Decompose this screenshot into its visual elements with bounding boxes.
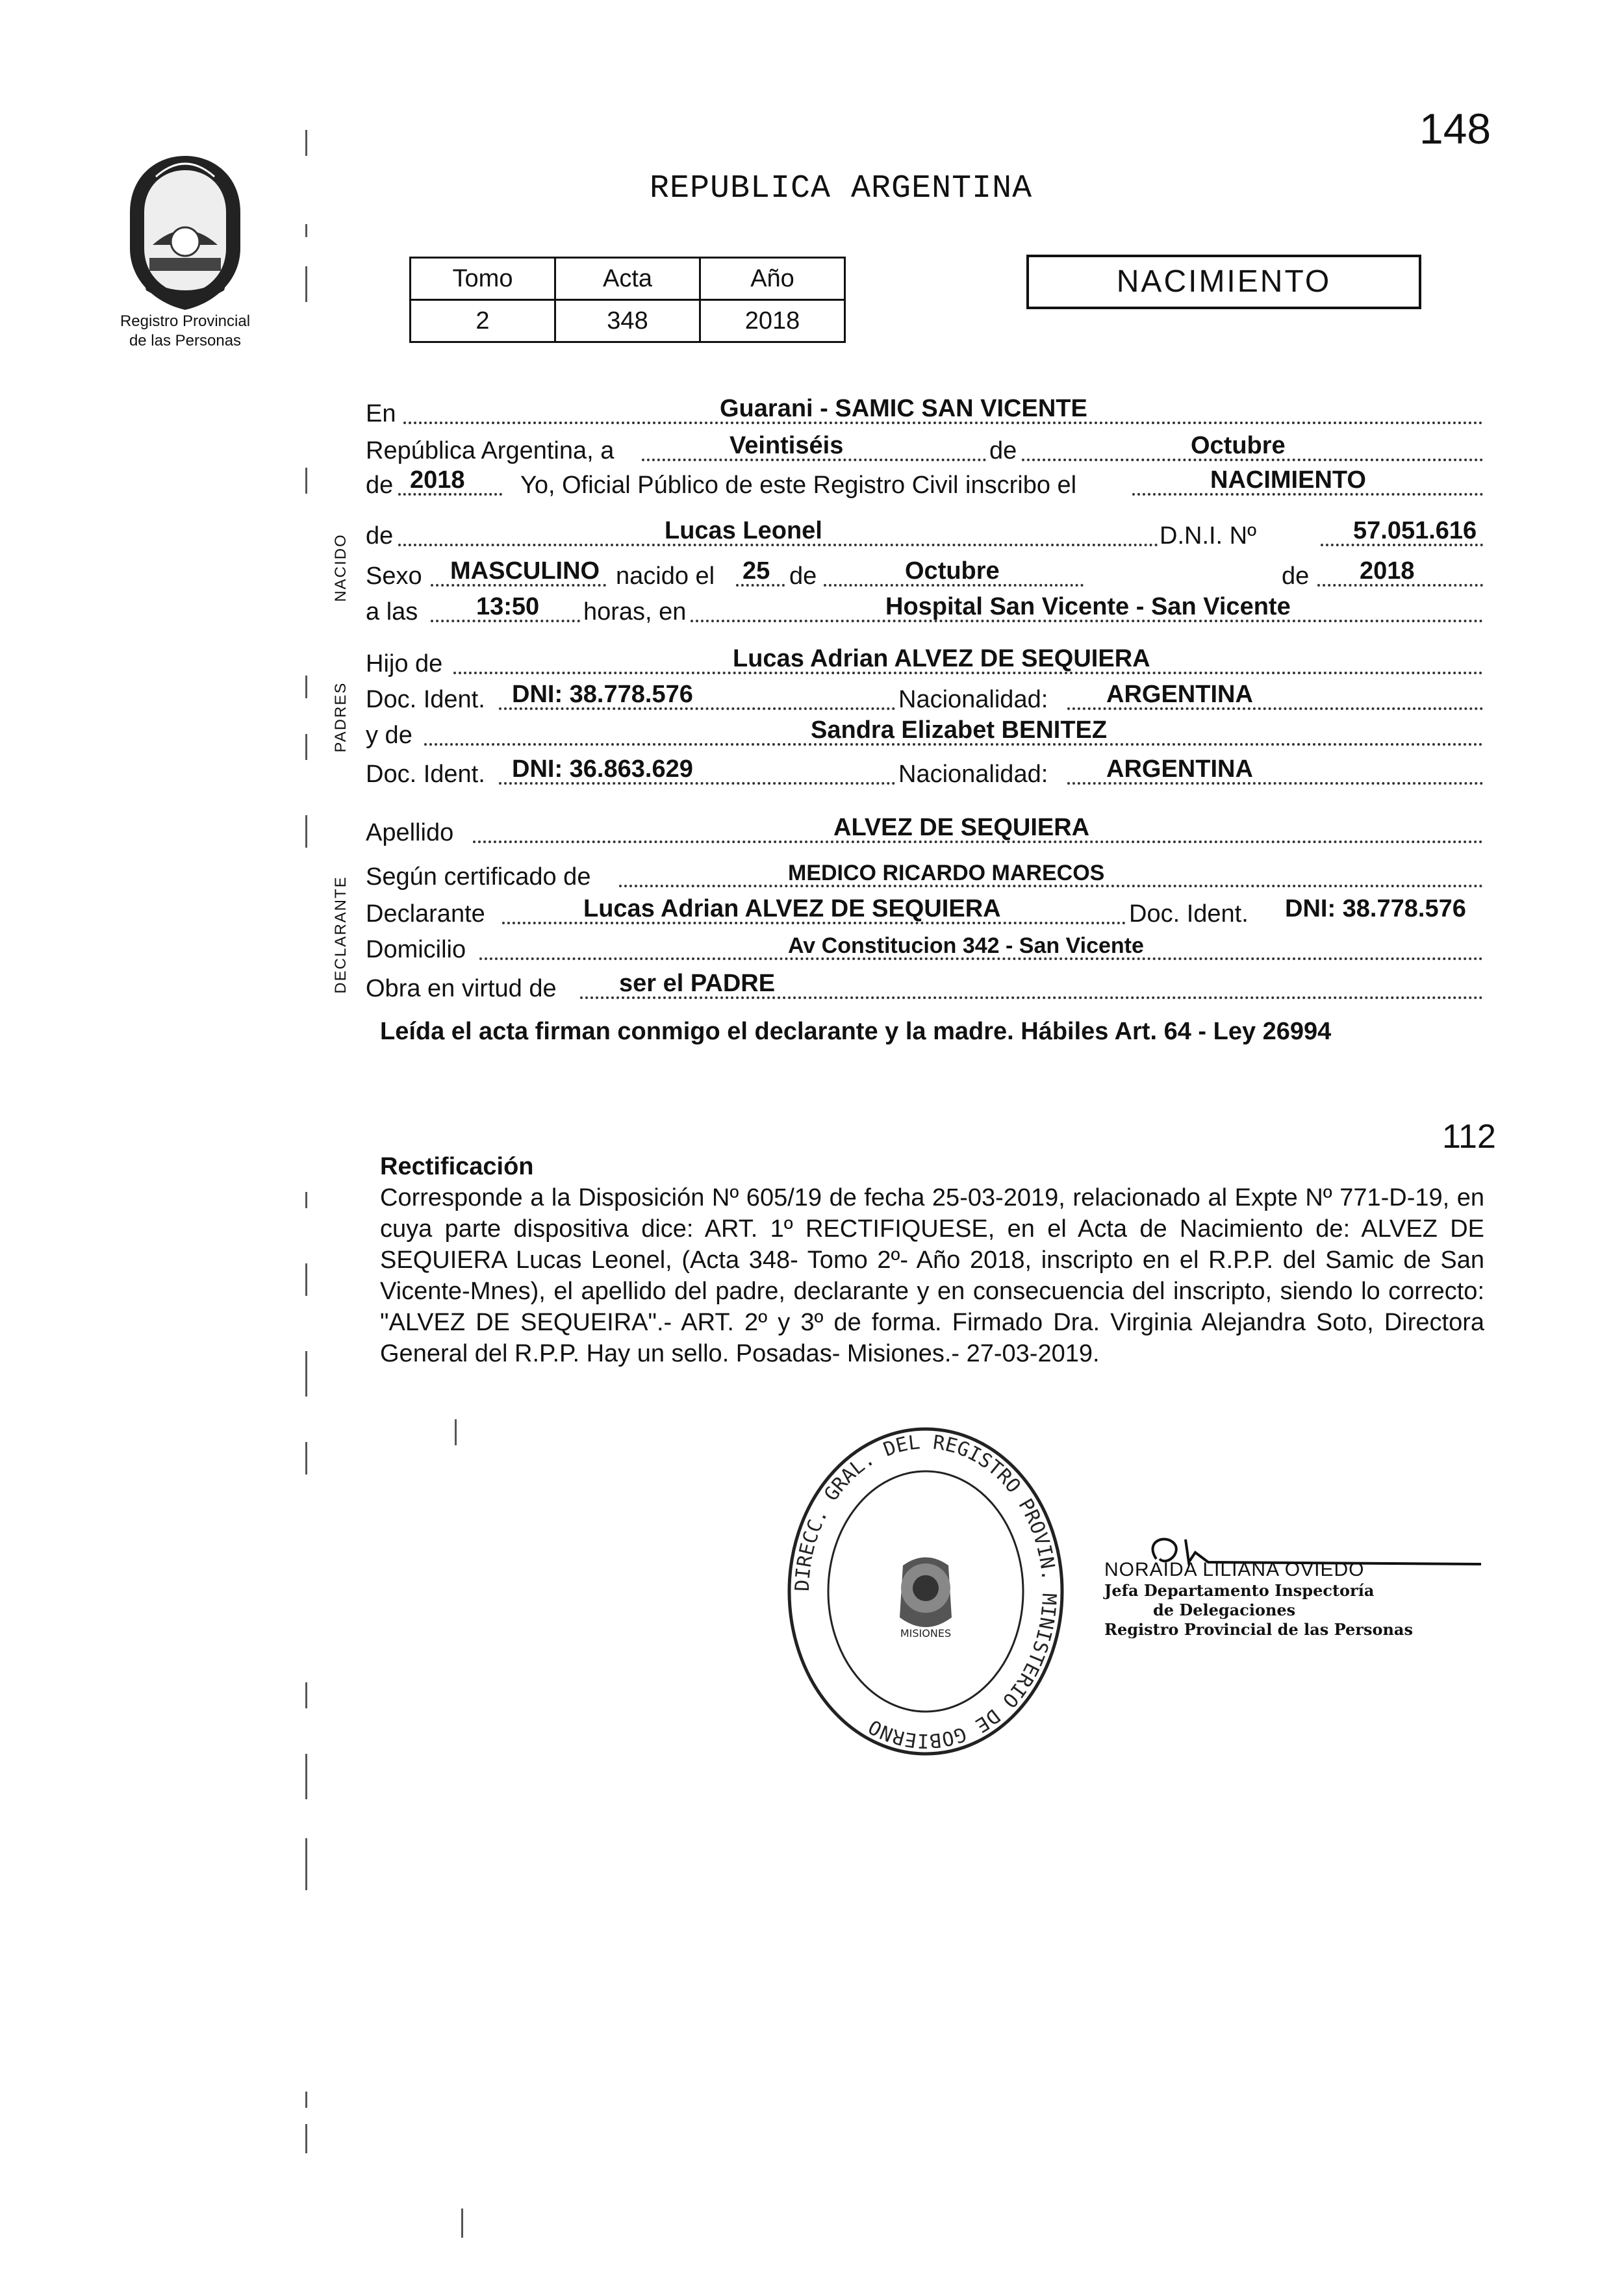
row-padre xyxy=(366,643,1484,682)
row-madre-doc xyxy=(366,753,1484,792)
row-nombre xyxy=(366,515,1484,554)
padre-value: Lucas Adrian ALVEZ DE SEQUIERA xyxy=(733,645,1150,672)
margin-mark xyxy=(461,2208,463,2238)
closing-note: Leída el acta firman conmigo el declarante y la madre. Hábiles Art. 64 - Ley 26994 xyxy=(380,1018,1332,1045)
row-certificado xyxy=(366,856,1484,895)
margin-mark xyxy=(305,1442,307,1474)
tomo-label: Tomo xyxy=(411,258,555,300)
padre-nacionalidad-label: Nacionalidad: xyxy=(898,686,1048,713)
row-en xyxy=(366,393,1484,432)
apellido-label: Apellido xyxy=(366,819,454,846)
declarante-label: Declarante xyxy=(366,900,485,928)
registry-name-line2: de las Personas xyxy=(129,332,242,349)
act-type-box: NACIMIENTO xyxy=(1026,255,1421,309)
republica-label: República Argentina, a xyxy=(366,437,615,464)
madre-doc: DNI: 36.863.629 xyxy=(512,755,693,783)
padre-doc-label: Doc. Ident. xyxy=(366,686,485,713)
row-obra xyxy=(366,968,1484,1007)
registry-caption xyxy=(84,312,286,351)
nacido-el-label: nacido el xyxy=(616,563,715,590)
row-sexo xyxy=(366,555,1484,594)
row-fecha xyxy=(366,430,1484,469)
anio-label: Año xyxy=(700,258,845,300)
madre-doc-label: Doc. Ident. xyxy=(366,761,485,788)
acto-value: NACIMIENTO xyxy=(1210,466,1366,494)
registry-name-line1: Registro Provincial xyxy=(120,312,251,330)
acta-label: Acta xyxy=(555,258,700,300)
rectification-number: 112 xyxy=(1442,1118,1496,1156)
nombre-value: Lucas Leonel xyxy=(665,517,822,544)
signature-block xyxy=(1104,1559,1468,1639)
page-number: 148 xyxy=(1419,105,1491,153)
margin-mark xyxy=(305,2124,307,2153)
row-oficial xyxy=(366,464,1484,503)
stamp-inner-text: MISIONES xyxy=(900,1627,952,1639)
hijo-de-label: Hijo de xyxy=(366,650,443,677)
padre-nacionalidad: ARGENTINA xyxy=(1106,681,1253,708)
margin-mark xyxy=(305,1351,307,1397)
row-padre-doc xyxy=(366,679,1484,718)
sexo-label: Sexo xyxy=(366,563,422,590)
segun-label: Según certificado de xyxy=(366,863,591,891)
tomo-acta-anio-table xyxy=(409,257,846,343)
nacido-dia: 25 xyxy=(742,557,770,585)
margin-mark xyxy=(305,1754,307,1799)
anio-value: 2018 xyxy=(700,300,845,342)
madre-value: Sandra Elizabet BENITEZ xyxy=(811,716,1108,744)
lugar-value: Hospital San Vicente - San Vicente xyxy=(885,593,1291,620)
country-title: REPUBLICA ARGENTINA xyxy=(650,170,1033,207)
a-las-label: a las xyxy=(366,598,418,626)
acta-value: 348 xyxy=(555,300,700,342)
signer-name: NORAIDA LILIANA OVIEDO xyxy=(1104,1559,1365,1580)
margin-mark xyxy=(305,815,307,848)
nacido-anio: 2018 xyxy=(1360,557,1415,585)
obra-label: Obra en virtud de xyxy=(366,975,557,1002)
declarante-doc: DNI: 38.778.576 xyxy=(1285,895,1466,922)
domicilio-label: Domicilio xyxy=(366,936,466,963)
de-label: de xyxy=(989,437,1017,464)
margin-mark xyxy=(305,676,307,698)
oficial-text: Yo, Oficial Público de este Registro Civil inscribo el xyxy=(520,472,1077,499)
section-label-declarante: DECLARANTE xyxy=(332,876,349,994)
margin-mark xyxy=(305,130,307,156)
row-madre xyxy=(366,715,1484,753)
margin-mark xyxy=(455,1419,457,1445)
margin-mark xyxy=(305,468,307,494)
padre-doc: DNI: 38.778.576 xyxy=(512,681,693,708)
margin-mark xyxy=(305,734,307,760)
signer-title2: de Delegaciones xyxy=(1153,1601,1296,1619)
declarante-value: Lucas Adrian ALVEZ DE SEQUIERA xyxy=(583,895,1001,922)
section-label-nacido: NACIDO xyxy=(332,533,349,602)
signer-title1: Jefa Departamento Inspectoría xyxy=(1104,1581,1375,1600)
horas-en-label: horas, en xyxy=(583,598,687,626)
apellido-value: ALVEZ DE SEQUIERA xyxy=(833,814,1090,841)
mes-value: Octubre xyxy=(1191,432,1286,459)
margin-mark xyxy=(305,1682,307,1708)
sexo-value: MASCULINO xyxy=(450,557,600,585)
nombre-label: de xyxy=(366,522,394,550)
declarante-doc-label: Doc. Ident. xyxy=(1129,900,1249,928)
provincial-seal-logo xyxy=(117,151,253,313)
en-value: Guarani - SAMIC SAN VICENTE xyxy=(720,395,1087,422)
nacido-mes: Octubre xyxy=(905,557,1000,585)
nacido-de-label: de xyxy=(789,563,817,590)
certificado-value: MEDICO RICARDO MARECOS xyxy=(788,861,1105,885)
rectification-title: Rectificación xyxy=(380,1153,534,1180)
margin-mark xyxy=(305,2092,307,2108)
dia-value: Veintiséis xyxy=(730,432,844,459)
row-domicilio xyxy=(366,929,1484,968)
nacido-de2-label: de xyxy=(1282,563,1310,590)
rectification-body: Corresponde a la Disposición Nº 605/19 de fecha 25-03-2019, relacionado al Expte Nº 771-D-19, en cuya parte dispositiva dice: ART. 1º RECTIFIQUESE, en el Acta de Nacimiento de: ALVEZ DE SEQUIERA Lucas Leonel, (Acta 348- Tomo 2º- Año 2018, inscripto en el R.P.P. del Samic de San Vicente-Mnes), el apellido del padre, declarante y en consecuencia del inscripto, siendo lo correcto: "ALVEZ DE SEQUEIRA".- ART. 2º y 3º de forma. Firmado Dra. Virginia Alejandra Soto, Directora General del R.P.P. Hay un sello. Posadas- Misiones.- 27-03-2019. xyxy=(380,1184,1484,1367)
anio-inscripcion: 2018 xyxy=(410,466,465,494)
section-label-padres: PADRES xyxy=(332,681,349,753)
stamp-ring-text: DIRECC. GRAL. DEL REGISTRO PROVIN. MINISTERIO DE GOBIERNO xyxy=(791,1430,1061,1753)
madre-nacionalidad-label: Nacionalidad: xyxy=(898,761,1048,788)
hora-value: 13:50 xyxy=(476,593,540,620)
margin-mark xyxy=(305,1192,307,1208)
en-label: En xyxy=(366,400,396,427)
row-declarante xyxy=(366,893,1484,932)
dni-label: D.N.I. Nº xyxy=(1160,522,1256,550)
y-de-label: y de xyxy=(366,722,412,749)
margin-mark xyxy=(305,266,307,302)
madre-nacionalidad: ARGENTINA xyxy=(1106,755,1253,783)
margin-mark xyxy=(305,1263,307,1296)
signer-title3: Registro Provincial de las Personas xyxy=(1104,1620,1413,1639)
domicilio-value: Av Constitucion 342 - San Vicente xyxy=(788,933,1144,958)
margin-mark xyxy=(305,224,307,237)
margin-mark xyxy=(305,1838,307,1890)
de-anio-label: de xyxy=(366,472,394,499)
row-hora xyxy=(366,591,1484,630)
dni-value: 57.051.616 xyxy=(1353,517,1477,544)
official-stamp xyxy=(783,1423,1069,1760)
row-apellido xyxy=(366,812,1484,851)
obra-value: ser el PADRE xyxy=(619,970,776,997)
tomo-value: 2 xyxy=(411,300,555,342)
